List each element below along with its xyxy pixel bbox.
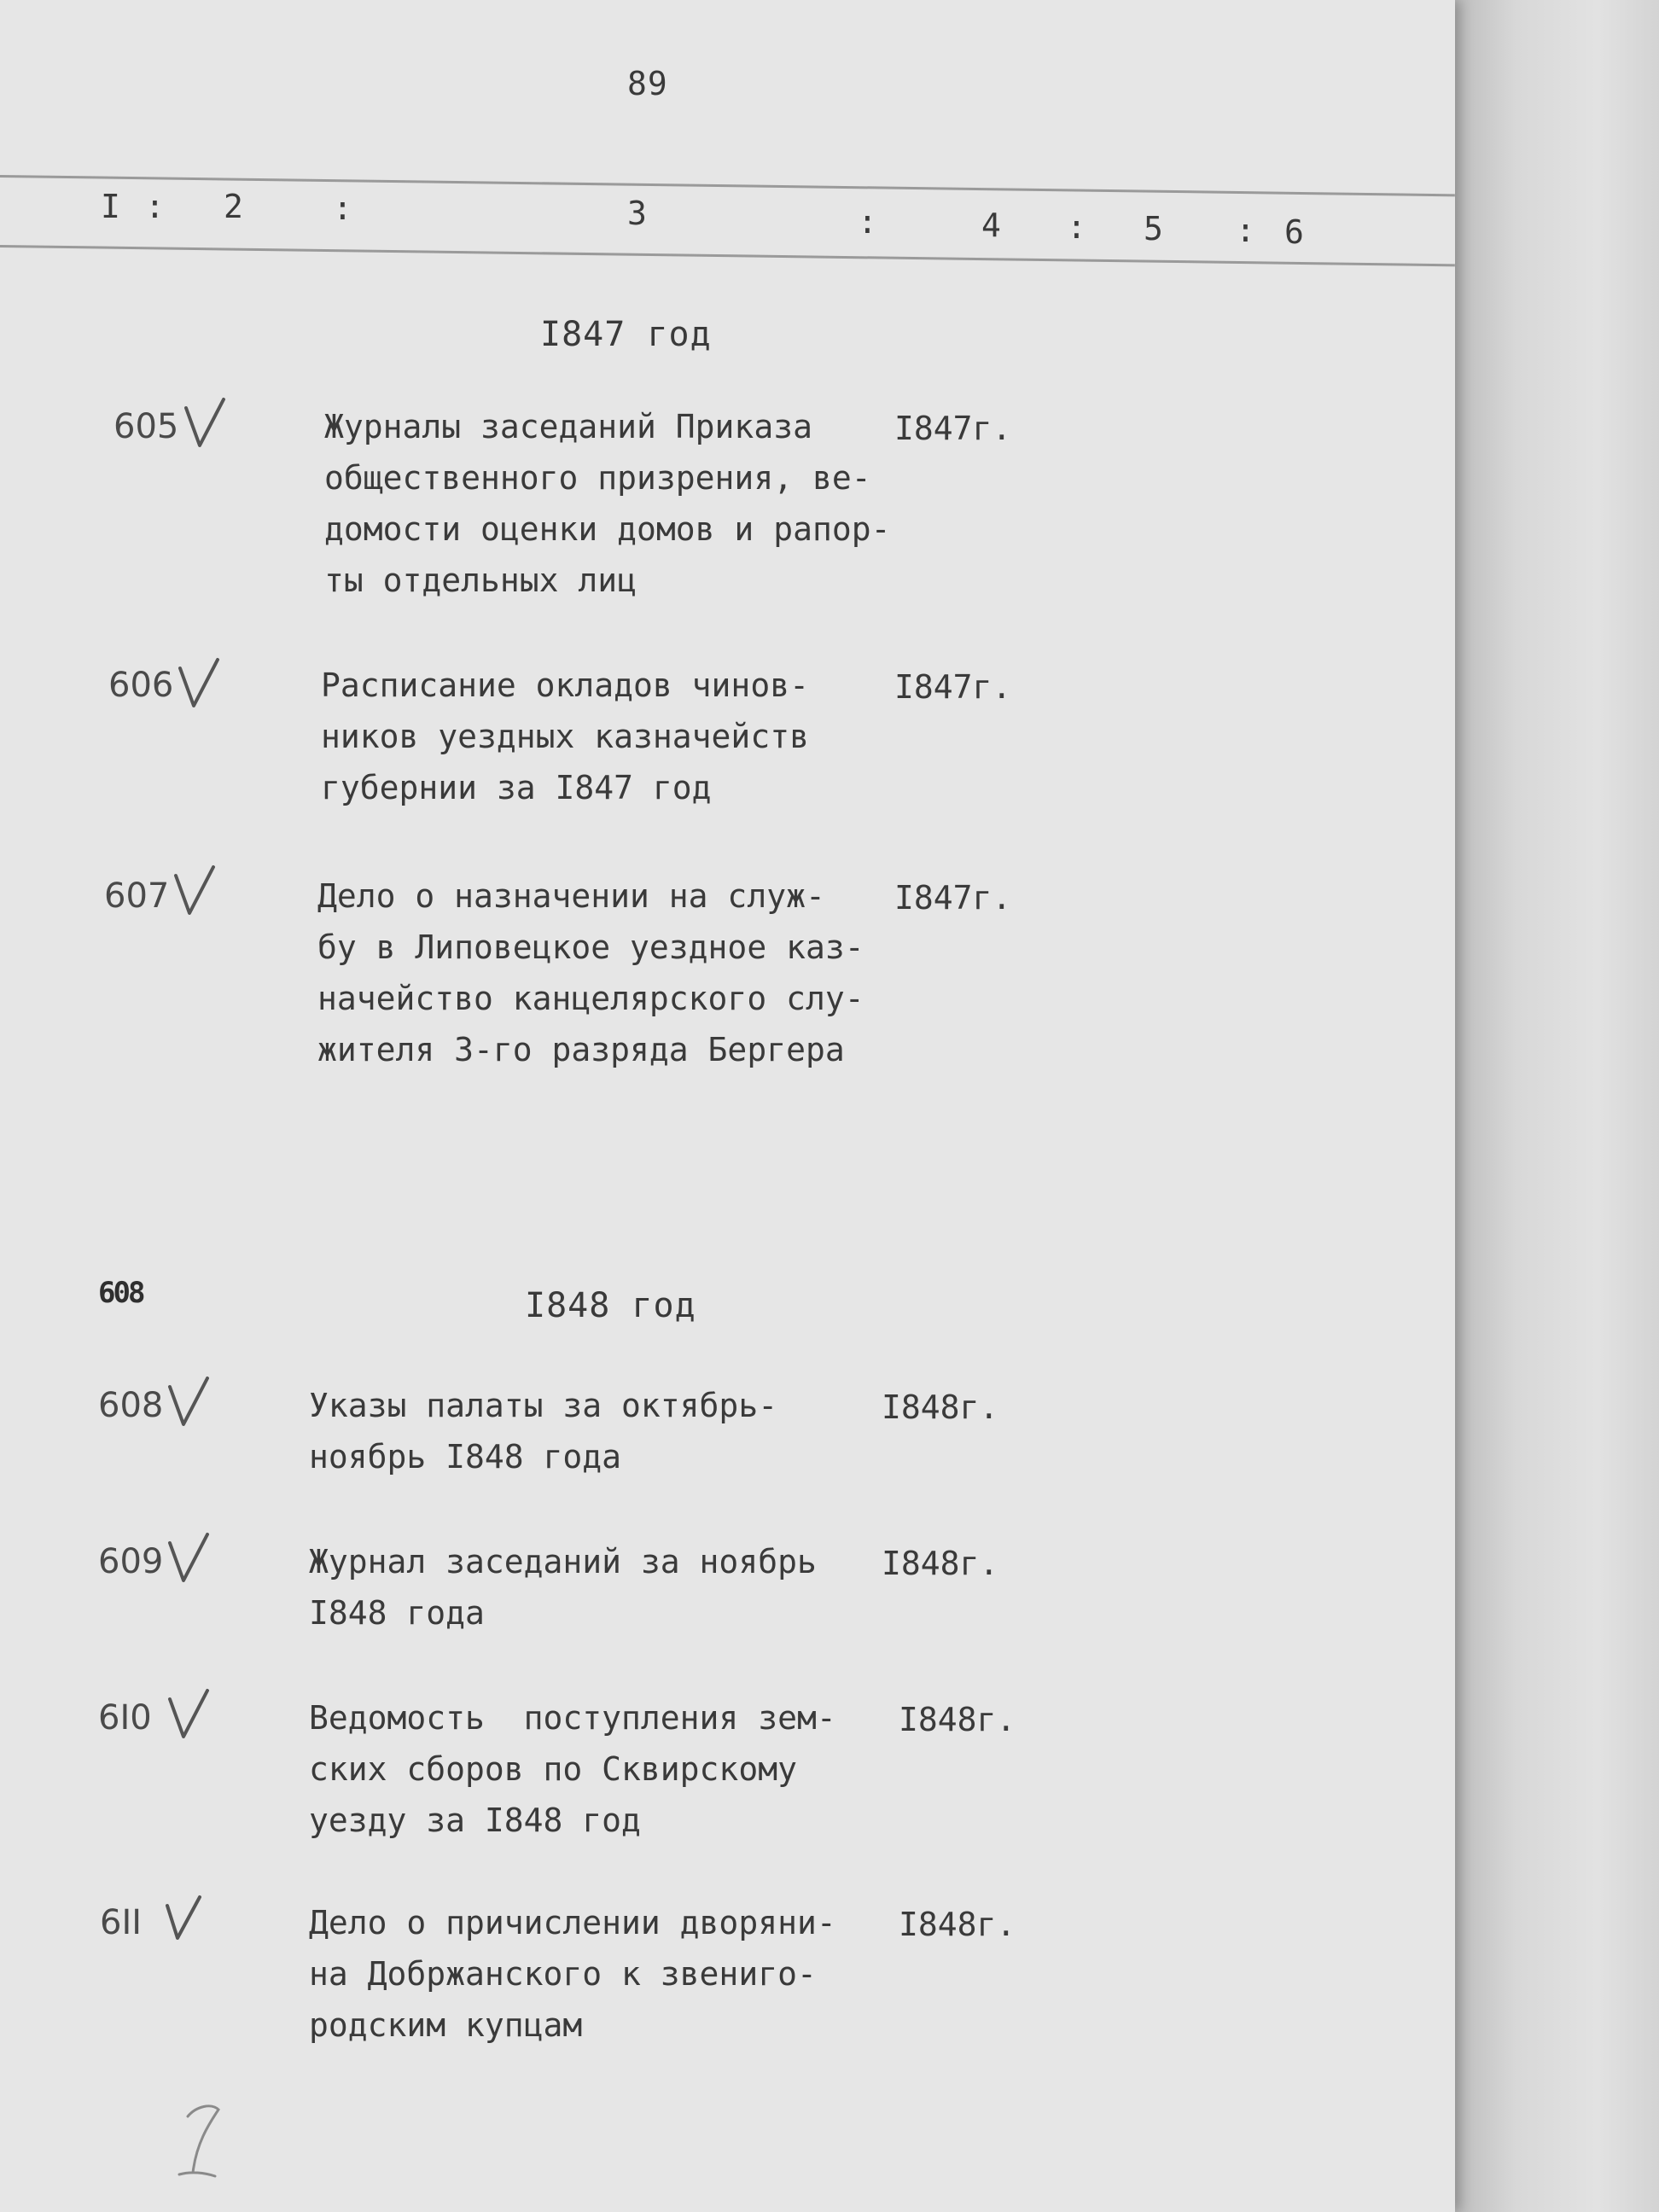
column-header-2: 2	[224, 188, 244, 225]
handwritten-pencil-mark-icon	[171, 2091, 230, 2185]
entry-description-line: жителя 3-го разряда Бергера	[317, 1031, 845, 1068]
entry-number: 609	[98, 1542, 164, 1581]
entry-description-line: Дело о назначении на служ-	[317, 877, 825, 915]
entry-description-line: губернии за I847 год	[321, 769, 712, 806]
entry-date: I847г.	[894, 410, 1012, 447]
entry-description-line: домости оценки домов и рапор-	[324, 510, 891, 548]
entry-description-line: I848 года	[309, 1594, 485, 1632]
column-separator: :	[858, 203, 878, 241]
entry-date: I848г.	[899, 1906, 1016, 1943]
entry-date: I847г.	[894, 668, 1012, 706]
entry-number: 606	[108, 666, 174, 705]
entry-date: I848г.	[899, 1701, 1016, 1738]
check-mark-icon	[165, 1531, 212, 1587]
entry-description-line: общественного призрения, ве-	[324, 459, 871, 497]
underlying-page	[1455, 0, 1659, 2212]
entry-description-line: уезду за I848 год	[309, 1802, 641, 1839]
column-separator: :	[1067, 208, 1087, 246]
page-number: 89	[627, 65, 668, 102]
entry-description-line: начейство канцелярского слу-	[317, 980, 864, 1017]
check-mark-icon	[160, 1890, 208, 1947]
entry-description-line: Дело о причислении дворяни-	[309, 1904, 836, 1941]
check-mark-icon	[175, 656, 223, 713]
entry-description-line: Ведомость поступления зем-	[309, 1699, 836, 1737]
column-separator: :	[333, 189, 353, 227]
entry-description-line: на Добржанского к звениго-	[309, 1955, 817, 1993]
column-header-6: 6	[1284, 213, 1305, 251]
entry-description-line: ников уездных казначейств	[321, 718, 809, 755]
entry-date: I848г.	[882, 1388, 999, 1426]
entry-description-line: Указы палаты за октябрь-	[309, 1387, 778, 1424]
entry-number: 607	[104, 876, 170, 916]
entry-description-line: Расписание окладов чинов-	[321, 667, 809, 704]
column-separator: :	[1236, 212, 1256, 249]
entry-description-line: Журналы заседаний Приказа	[324, 408, 812, 445]
year-heading-1847: I847 год	[540, 315, 712, 354]
column-header-3: 3	[627, 195, 648, 232]
entry-number: 6II	[100, 1903, 143, 1942]
entry-number: 605	[114, 407, 179, 446]
entry-number: 6I0	[98, 1698, 152, 1738]
entry-description-line: родским купцам	[309, 2006, 583, 2044]
check-mark-icon	[165, 1375, 212, 1431]
column-header-1: I	[101, 188, 121, 225]
column-header-4: 4	[981, 207, 1002, 244]
entry-date: I848г.	[882, 1545, 999, 1582]
entry-description-line: ноябрь I848 года	[309, 1438, 622, 1476]
struck-out-number: 608	[98, 1276, 143, 1310]
year-heading-1848: I848 год	[525, 1286, 696, 1325]
check-mark-icon	[181, 396, 229, 452]
entry-description-line: Журнал заседаний за ноябрь	[309, 1543, 817, 1580]
entry-description-line: бу в Липовецкое уездное каз-	[317, 928, 864, 966]
header-rule-top	[0, 175, 1455, 196]
check-mark-icon	[171, 864, 218, 920]
check-mark-icon	[165, 1687, 212, 1743]
entry-description-line: ты отдельных лиц	[324, 562, 637, 599]
entry-description-line: ских сборов по Сквирскому	[309, 1750, 797, 1788]
column-separator: :	[145, 188, 166, 225]
entry-number: 608	[98, 1386, 164, 1425]
entry-date: I847г.	[894, 879, 1012, 917]
column-header-5: 5	[1144, 210, 1164, 247]
